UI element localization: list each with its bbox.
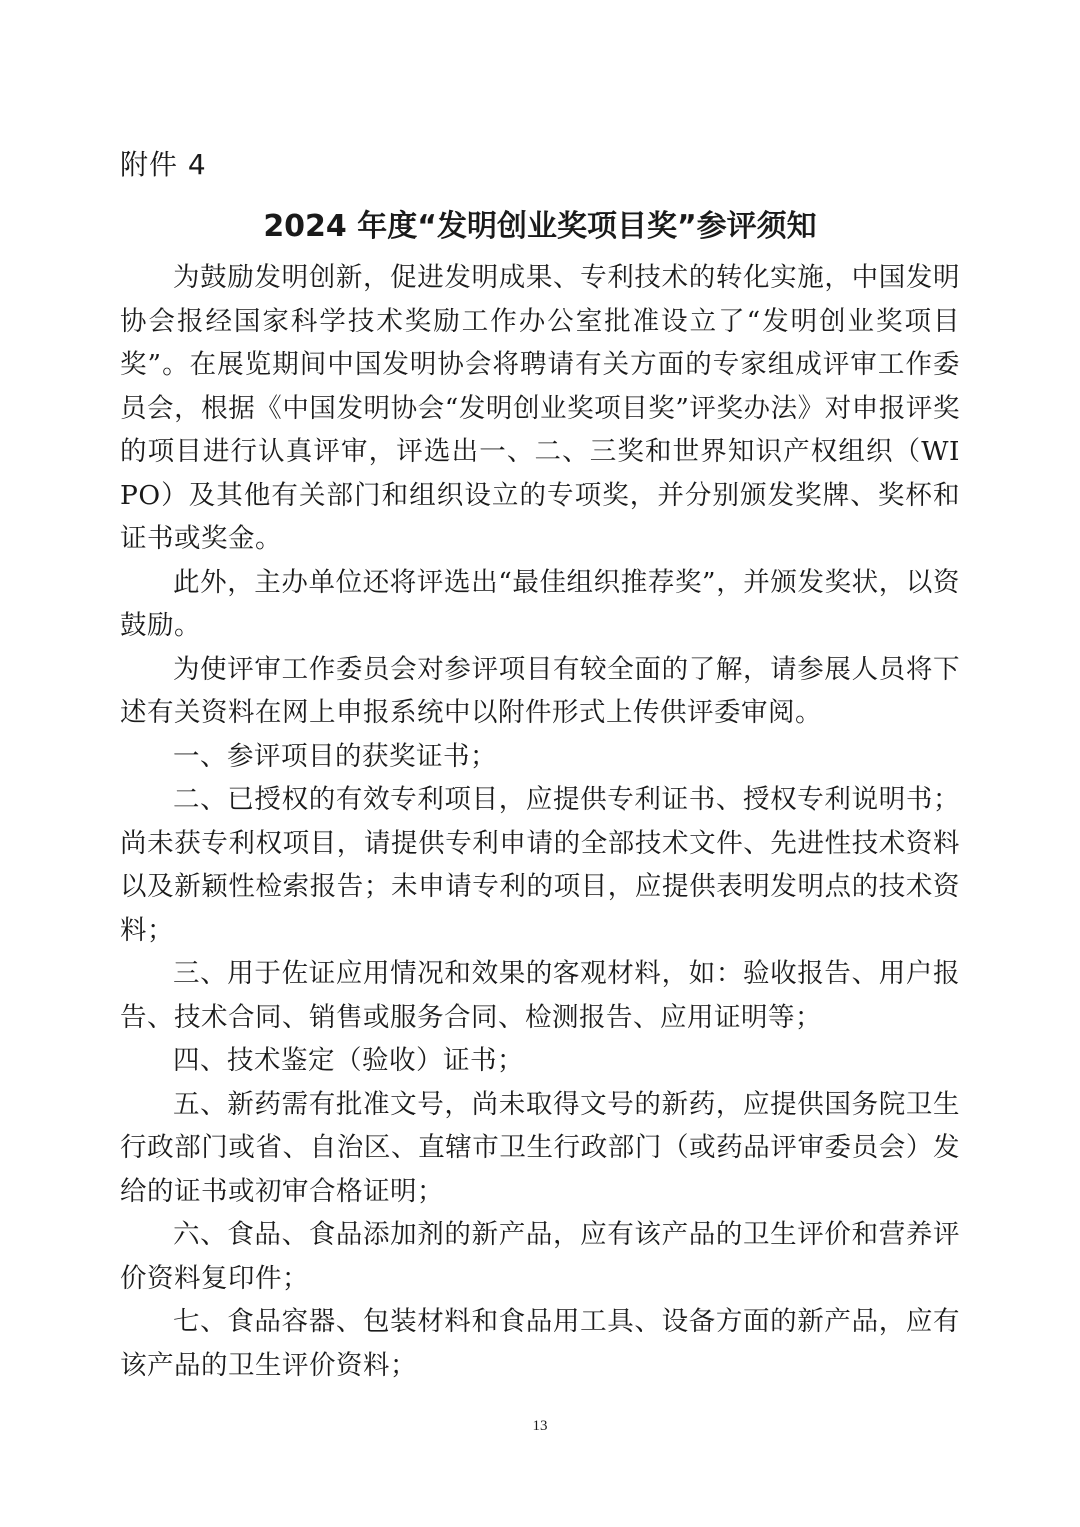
list-item-1: 一、参评项目的获奖证书； — [173, 740, 497, 772]
list-item-2: 二、已授权的有效专利项目，应提供专利证书、授权专利说明书；尚未获专利权项目，请提供专利申请的全部技术文件、先进性技术资料以及新颖性检索报告；未申请专利的项目，应提供表明发明点的技术资料； — [120, 784, 960, 946]
list-item-7: 七、食品容器、包装材料和食品用工具、设备方面的新产品，应有该产品的卫生评价资料； — [120, 1306, 960, 1381]
paragraph-best-organization: 此外，主办单位还将评选出“最佳组织推荐奖”，并颁发奖状，以资鼓励。 — [120, 566, 960, 641]
attachment-label: 附件 4 — [120, 148, 207, 181]
paragraph-materials-request: 为使评审工作委员会对参评项目有较全面的了解，请参展人员将下述有关资料在网上申报系统中以附件形式上传供评委审阅。 — [120, 653, 960, 728]
list-item-3: 三、用于佐证应用情况和效果的客观材料，如：验收报告、用户报告、技术合同、销售或服务合同、检测报告、应用证明等； — [120, 958, 960, 1033]
page-number: 13 — [532, 1418, 548, 1434]
list-item-5: 五、新药需有批准文号，尚未取得文号的新药，应提供国务院卫生行政部门或省、自治区、直辖市卫生行政部门（或药品评审委员会）发给的证书或初审合格证明； — [120, 1088, 960, 1207]
paragraph-intro: 为鼓励发明创新，促进发明成果、专利技术的转化实施，中国发明协会报经国家科学技术奖励工作办公室批准设立了“发明创业奖项目奖”。在展览期间中国发明协会将聘请有关方面的专家组成评审工作委员会，根据《中国发明协会“发明创业奖项目奖”评奖办法》对申报评奖的项目进行认真评审，评选出一、二、三奖和世界知识产权组织（WIPO）及其他有关部门和组织设立的专项奖，并分别颁发奖牌、奖杯和证书或奖金。 — [120, 262, 960, 554]
list-item-6: 六、食品、食品添加剂的新产品，应有该产品的卫生评价和营养评价资料复印件； — [120, 1219, 960, 1294]
document-title: 2024 年度“发明创业奖项目奖”参评须知 — [263, 209, 817, 244]
document-body — [120, 256, 960, 1387]
list-item-4: 四、技术鉴定（验收）证书； — [173, 1045, 524, 1076]
